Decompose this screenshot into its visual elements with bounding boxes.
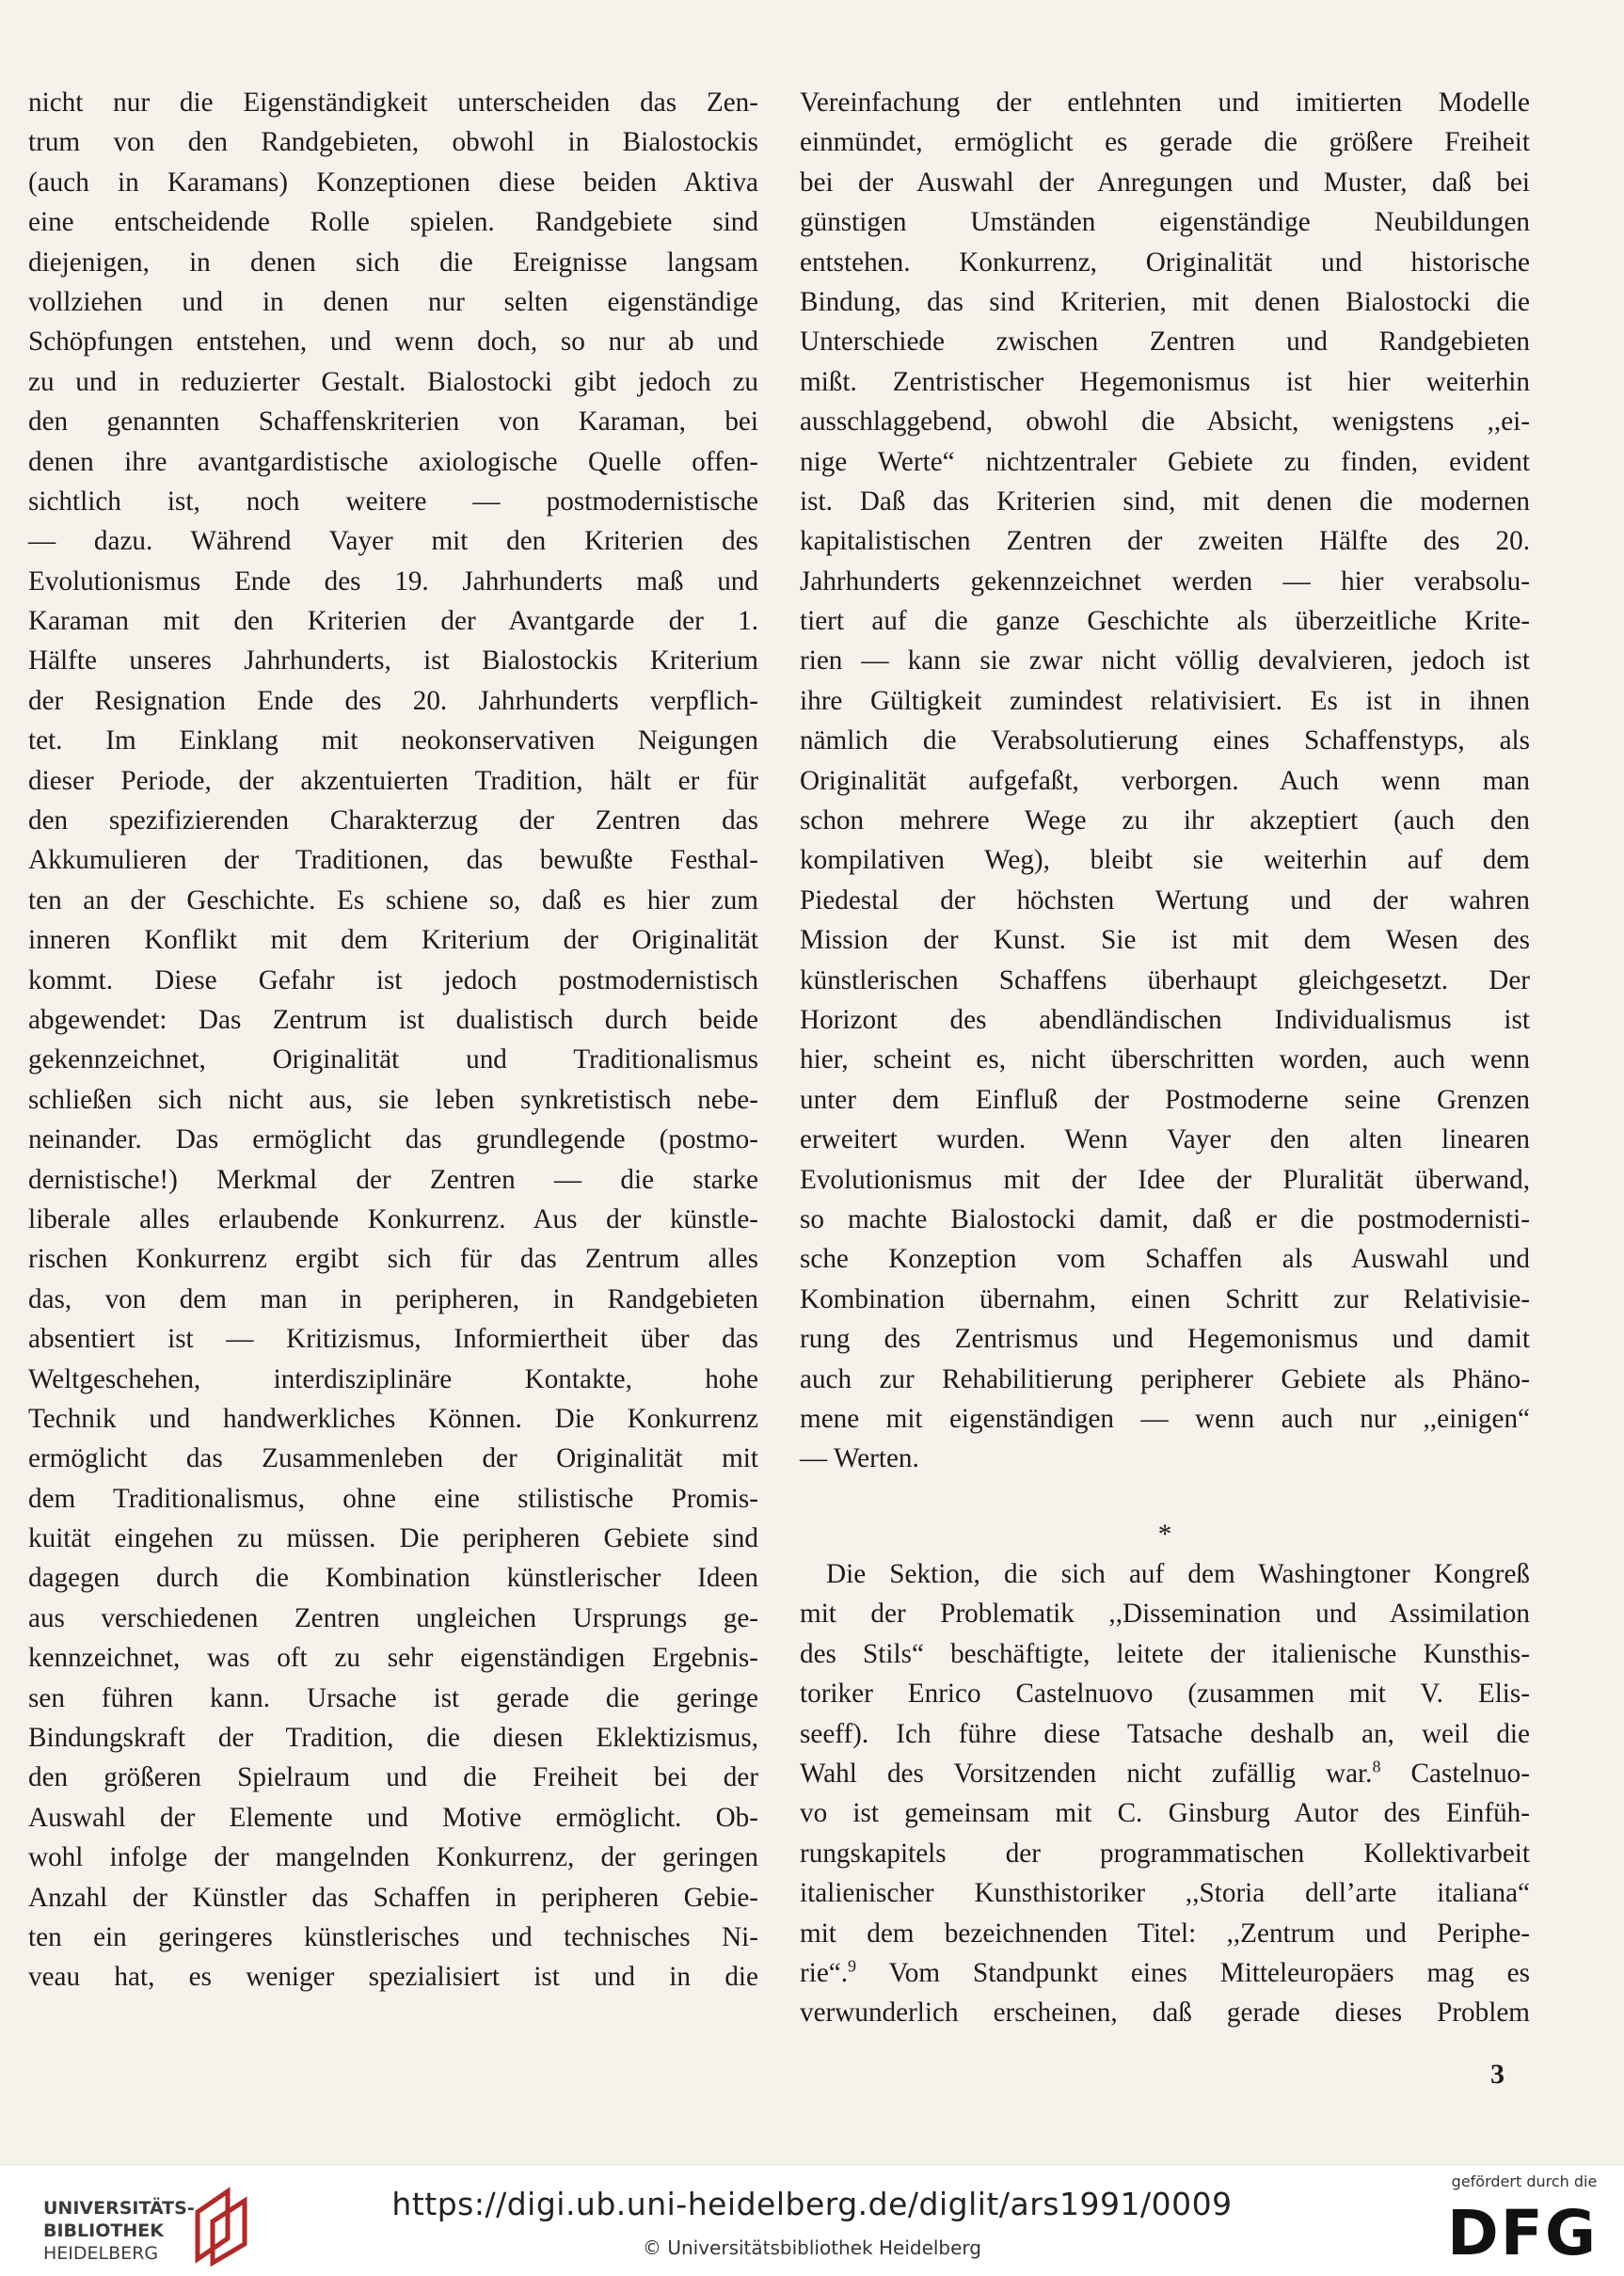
text-line: dagegen durch die Kombination künstlerischer Ideen [28, 1563, 758, 1594]
text-line: Schöpfungen entstehen, und wenn doch, so nur ab und [28, 326, 758, 358]
text-line: Hälfte unseres Jahrhunderts, ist Bialostockis Kriterium [28, 645, 758, 676]
text-line: sichtlich ist, noch weitere — postmodernistische [28, 485, 758, 517]
text-line: schon mehrere Wege zu ihr akzeptiert (auch den [800, 805, 1530, 836]
text-line: Auswahl der Elemente und Motive ermöglicht. Ob- [28, 1802, 758, 1833]
text-span: Castelnuo- [1380, 1759, 1530, 1790]
text-line: veau hat, es weniger spezialisiert ist und in die [28, 1962, 758, 1993]
text-line: aus verschiedenen Zentren ungleichen Ursprungs ge- [28, 1602, 758, 1633]
text-line: ihre Gültigkeit zumindest relativisiert. Es ist in ihnen [800, 685, 1530, 716]
text-line: erweitert wurden. Wenn Vayer den alten linearen [800, 1124, 1530, 1155]
text-line: rien — kann sie zwar nicht völlig devalvieren, jedoch ist [800, 645, 1530, 676]
text-line [800, 1953, 1530, 1993]
text-line: das, von dem man in peripheren, in Randgebieten [28, 1283, 758, 1314]
text-line: Kombination übernahm, einen Schritt zur Relativisie- [800, 1283, 1530, 1314]
text-line: Akkumulieren der Traditionen, das bewußte Festhal- [28, 845, 758, 876]
text-line: verwunderlich erscheinen, daß gerade dieses Problem [800, 1997, 1530, 2029]
text-line: kuität eingehen zu müssen. Die peripheren Gebiete sind [28, 1523, 758, 1554]
left-text-column [28, 83, 758, 1997]
text-line: hier, scheint es, nicht überschritten worden, auch wenn [800, 1044, 1530, 1075]
text-line: Technik und handwerkliches Können. Die Konkurrenz [28, 1403, 758, 1434]
text-line: liberale alles erlaubende Konkurrenz. Aus der künstle- [28, 1203, 758, 1234]
text-line: denen ihre avantgardistische axiologische Quelle offen- [28, 446, 758, 477]
library-name-line2: BIBLIOTHEK [43, 2220, 164, 2241]
text-line: dieser Periode, der akzentuierten Tradition, hält er für [28, 765, 758, 796]
text-line: Piedestal der höchsten Wertung und der wahren [800, 884, 1530, 915]
text-line: ten an der Geschichte. Es schiene so, daß es hier zum [28, 884, 758, 915]
text-line: nicht nur die Eigenständigkeit unterscheiden das Zen- [28, 88, 758, 118]
copyright-notice: © Universitätsbibliothek Heidelberg [642, 2236, 981, 2259]
text-line: Karaman mit den Kriterien der Avantgarde der 1. [28, 606, 758, 637]
text-line: (auch in Karamans) Konzeptionen diese beiden Aktiva [28, 167, 758, 198]
text-span: rie“. [800, 1957, 849, 1988]
library-name-line1: UNIVERSITÄTS- [43, 2198, 195, 2219]
text-line: dernistische!) Merkmal der Zentren — die starke [28, 1164, 758, 1195]
text-line: Bindung, das sind Kriterien, mit denen Bialostocki die [800, 286, 1530, 317]
text-line: künstlerischen Schaffens überhaupt gleichgesetzt. Der [800, 964, 1530, 995]
text-line: trum von den Randgebieten, obwohl in Bialostockis [28, 127, 758, 158]
footnote-marker: 8 [1372, 1757, 1381, 1776]
text-line: kompilativen Weg), bleibt sie weiterhin auf dem [800, 845, 1530, 876]
library-name-line3: HEIDELBERG [43, 2243, 159, 2264]
text-line: inneren Konflikt mit dem Kriterium der Originalität [28, 925, 758, 956]
text-line: sche Konzeption vom Schaffen als Auswahl und [800, 1244, 1530, 1275]
text-line: kapitalistischen Zentren der zweiten Hälfte des 20. [800, 526, 1530, 557]
text-line: ten ein geringeres künstlerisches und technisches Ni- [28, 1921, 758, 1952]
text-line: mißt. Zentristischer Hegemonismus ist hier weiterhin [800, 366, 1530, 397]
text-line: Anzahl der Künstler das Schaffen in peripheren Gebie- [28, 1882, 758, 1913]
text-line: zu und in reduzierter Gestalt. Bialostocki gibt jedoch zu [28, 366, 758, 397]
text-line: Evolutionismus Ende des 19. Jahrhunderts maß und [28, 565, 758, 597]
text-line: kommt. Diese Gefahr ist jedoch postmodernistisch [28, 964, 758, 995]
text-line: wohl infolge der mangelnden Konkurrenz, der geringen [28, 1842, 758, 1873]
dfg-logo[interactable] [1440, 2173, 1609, 2270]
footnote-marker: 9 [848, 1956, 857, 1976]
section-separator: * [1157, 1519, 1172, 1550]
page-number: 3 [1490, 2059, 1505, 2090]
text-line: — dazu. Während Vayer mit den Kriterien des [28, 526, 758, 557]
text-line: italienischer Kunsthistoriker ,,Storia dell’arte italiana“ [800, 1878, 1530, 1909]
text-line: ausschlaggebend, obwohl die Absicht, wenigstens ,,ei- [800, 406, 1530, 438]
text-line: kennzeichnet, was oft zu sehr eigenständigen Ergebnis- [28, 1643, 758, 1674]
text-span: Vom Standpunkt eines Mitteleuropäers mag es [856, 1957, 1530, 1988]
right-text-column [800, 83, 1530, 2033]
text-line: neinander. Das ermöglicht das grundlegende (postmo- [28, 1124, 758, 1155]
text-line: Die Sektion, die sich auf dem Washingtoner Kongreß [826, 1559, 1530, 1590]
text-line: entstehen. Konkurrenz, Originalität und historische [800, 247, 1530, 278]
text-line: mene mit eigenständigen — wenn auch nur ,,einigen“ [800, 1403, 1530, 1434]
text-line: rungskapitels der programmatischen Kollektivarbeit [800, 1838, 1530, 1869]
text-line: Weltgeschehen, interdisziplinäre Kontakte, hohe [28, 1363, 758, 1394]
text-line: Vereinfachung der entlehnten und imitierten Modelle [800, 88, 1530, 118]
text-line: des Stils“ beschäftigte, leitete der italienische Kunsthis- [800, 1638, 1530, 1669]
dfg-wordmark: DFG [1447, 2197, 1599, 2269]
text-line: Horizont des abendländischen Individualismus ist [800, 1004, 1530, 1035]
document-url-link[interactable]: https://digi.ub.uni-heidelberg.de/diglit/ars1991/0009 [391, 2186, 1233, 2222]
text-line: den größeren Spielraum und die Freiheit bei der [28, 1762, 758, 1793]
text-line: auch zur Rehabilitierung peripherer Gebiete als Phäno- [800, 1363, 1530, 1394]
text-span: Wahl des Vorsitzenden nicht zufällig war. [800, 1759, 1373, 1790]
funded-by-label: gefördert durch die [1451, 2173, 1598, 2190]
text-line: toriker Enrico Castelnuovo (zusammen mit V. Elis- [800, 1679, 1530, 1710]
text-line: nämlich die Verabsolutierung eines Schaffenstyps, als [800, 725, 1530, 756]
text-line: Bindungskraft der Tradition, die diesen Eklektizismus, [28, 1723, 758, 1754]
text-line: tet. Im Einklang mit neokonservativen Neigungen [28, 725, 758, 756]
text-line: absentiert ist — Kritizismus, Informiertheit über das [28, 1324, 758, 1355]
text-line: mit der Problematik ,,Dissemination und Assimilation [800, 1599, 1530, 1630]
text-line: gekennzeichnet, Originalität und Traditionalismus [28, 1044, 758, 1075]
text-line: Originalität aufgefaßt, verborgen. Auch wenn man [800, 765, 1530, 796]
text-line: den genannten Schaffenskriterien von Karaman, bei [28, 406, 758, 438]
text-line: rischen Konkurrenz ergibt sich für das Zentrum alles [28, 1244, 758, 1275]
text-line: Jahrhunderts gekennzeichnet werden — hier verabsolu- [800, 565, 1530, 597]
text-line: rung des Zentrismus und Hegemonismus und damit [800, 1324, 1530, 1355]
text-line: — Werten. [800, 1443, 919, 1474]
text-line: nige Werte“ nichtzentraler Gebiete zu finden, evident [800, 446, 1530, 477]
text-line: vollziehen und in denen nur selten eigenständige [28, 286, 758, 317]
text-line: Mission der Kunst. Sie ist mit dem Wesen des [800, 925, 1530, 956]
text-line: der Resignation Ende des 20. Jahrhunderts verpflich- [28, 685, 758, 716]
text-line: bei der Auswahl der Anregungen und Muster, daß bei [800, 167, 1530, 198]
text-line: so machte Bialostocki damit, daß er die postmodernisti- [800, 1203, 1530, 1234]
text-line: mit dem bezeichnenden Titel: ,,Zentrum und Periphe- [800, 1918, 1530, 1949]
text-line: dem Traditionalismus, ohne eine stilistische Promis- [28, 1483, 758, 1514]
text-line: vo ist gemeinsam mit C. Ginsburg Autor des Einfüh- [800, 1798, 1530, 1829]
text-line: einmündet, ermöglicht es gerade die größere Freiheit [800, 127, 1530, 158]
text-line: ermöglicht das Zusammenleben der Originalität mit [28, 1443, 758, 1474]
text-line: tiert auf die ganze Geschichte als überzeitliche Krite- [800, 606, 1530, 637]
text-line: unter dem Einfluß der Postmoderne seine Grenzen [800, 1084, 1530, 1115]
text-line: günstigen Umständen eigenständige Neubildungen [800, 207, 1530, 238]
text-line: Unterschiede zwischen Zentren und Randgebieten [800, 326, 1530, 358]
text-line: Evolutionismus mit der Idee der Pluralität überwand, [800, 1164, 1530, 1195]
text-line: seeff). Ich führe diese Tatsache deshalb an, weil die [800, 1718, 1530, 1749]
text-line: ist. Daß das Kriterien sind, mit denen die modernen [800, 485, 1530, 517]
text-line: sen führen kann. Ursache ist gerade die geringe [28, 1682, 758, 1713]
text-line: abgewendet: Das Zentrum ist dualistisch durch beide [28, 1004, 758, 1035]
text-line: schließen sich nicht aus, sie leben synkretistisch nebe- [28, 1084, 758, 1115]
text-line [800, 1754, 1530, 1793]
text-line: diejenigen, in denen sich die Ereignisse langsam [28, 247, 758, 278]
footer-bar [0, 2164, 1624, 2276]
text-line: eine entscheidende Rolle spielen. Randgebiete sind [28, 207, 758, 238]
text-line: den spezifizierenden Charakterzug der Zentren das [28, 805, 758, 836]
